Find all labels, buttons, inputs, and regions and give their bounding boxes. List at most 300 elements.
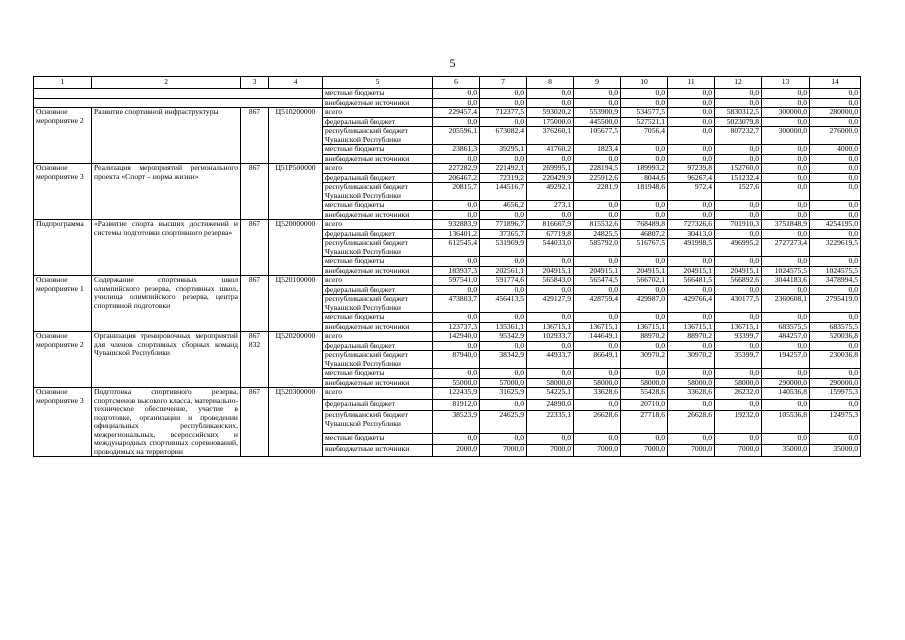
- amount-cell: 204915,1: [715, 266, 762, 276]
- amount-cell: 0,0: [574, 210, 621, 220]
- amount-cell: 105536,8: [762, 411, 810, 433]
- funding-source: республиканский бюджет Чувашской Республики: [323, 183, 433, 201]
- amount-cell: 0,0: [762, 89, 810, 99]
- amount-cell: 496995,2: [715, 239, 762, 257]
- amount-cell: 0,0: [810, 183, 861, 201]
- amount-cell: 0,0: [668, 117, 715, 127]
- funding-row: [34, 108, 861, 118]
- column-number: 7: [480, 77, 527, 89]
- amount-cell: 0,0: [621, 89, 668, 99]
- amount-cell: 22335,1: [527, 411, 574, 433]
- grbs-code: 867: [241, 108, 269, 164]
- amount-cell: 0,0: [480, 369, 527, 379]
- amount-cell: 0,0: [762, 341, 810, 351]
- amount-cell: 0,0: [574, 313, 621, 323]
- amount-cell: 0,0: [762, 285, 810, 295]
- amount-cell: 87940,0: [433, 351, 480, 369]
- amount-cell: 0,0: [762, 210, 810, 220]
- amount-cell: 0,0: [762, 98, 810, 108]
- amount-cell: 972,4: [668, 183, 715, 201]
- amount-cell: 26628,6: [668, 411, 715, 433]
- funding-row: [34, 332, 861, 342]
- amount-cell: 0,0: [480, 399, 527, 411]
- amount-cell: 46807,2: [621, 229, 668, 239]
- amount-cell: 0,0: [433, 210, 480, 220]
- funding-source: всего: [323, 332, 433, 342]
- amount-cell: 0,0: [715, 89, 762, 99]
- amount-cell: 33628,6: [574, 388, 621, 400]
- amount-cell: 0,0: [574, 285, 621, 295]
- amount-cell: 0,0: [527, 369, 574, 379]
- amount-cell: 7056,4: [621, 127, 668, 145]
- amount-cell: 0,0: [433, 369, 480, 379]
- amount-cell: 0,0: [668, 369, 715, 379]
- amount-cell: 428759,4: [574, 295, 621, 313]
- amount-cell: 565843,0: [527, 276, 574, 286]
- funding-row: [34, 276, 861, 286]
- amount-cell: 544033,0: [527, 239, 574, 257]
- amount-cell: 122435,9: [433, 388, 480, 400]
- page-number: 5: [449, 56, 456, 70]
- amount-cell: 0,0: [762, 154, 810, 164]
- amount-cell: 0,0: [433, 313, 480, 323]
- amount-cell: 3044183,6: [762, 276, 810, 286]
- funding-source: федеральный бюджет: [323, 285, 433, 295]
- grbs-code: 867: [241, 220, 269, 276]
- amount-cell: 55000,0: [433, 378, 480, 388]
- column-number: 4: [269, 77, 323, 89]
- amount-cell: 0,0: [762, 369, 810, 379]
- amount-cell: 159975,3: [810, 388, 861, 400]
- funding-source: федеральный бюджет: [323, 229, 433, 239]
- amount-cell: 473803,7: [433, 295, 480, 313]
- measure-type: Основное мероприятие 1: [34, 276, 92, 332]
- amount-cell: 0,0: [433, 285, 480, 295]
- measure-name: Организация тренировочных мероприятий для членов спортивных сборных команд Чувашской Республики: [92, 332, 241, 388]
- funding-row: [34, 220, 861, 230]
- amount-cell: 0,0: [810, 89, 861, 99]
- amount-cell: 0,0: [480, 89, 527, 99]
- amount-cell: 37365,7: [480, 229, 527, 239]
- amount-cell: 0,0: [762, 257, 810, 267]
- amount-cell: 0,0: [762, 201, 810, 211]
- amount-cell: 0,0: [574, 369, 621, 379]
- amount-cell: 136401,2: [433, 229, 480, 239]
- amount-cell: 807232,7: [715, 127, 762, 145]
- funding-source: местные бюджеты: [323, 145, 433, 155]
- amount-cell: 0,0: [668, 433, 715, 445]
- funding-source: республиканский бюджет Чувашской Республики: [323, 411, 433, 433]
- amount-cell: 7000,0: [715, 445, 762, 457]
- amount-cell: 30970,2: [621, 351, 668, 369]
- amount-cell: 72319,2: [480, 173, 527, 183]
- column-number: 14: [810, 77, 861, 89]
- amount-cell: 0,0: [810, 257, 861, 267]
- amount-cell: 4254195,0: [810, 220, 861, 230]
- amount-cell: 0,0: [810, 164, 861, 174]
- amount-cell: 0,0: [621, 369, 668, 379]
- amount-cell: 0,0: [621, 201, 668, 211]
- amount-cell: 49292,1: [527, 183, 574, 201]
- amount-cell: 0,0: [668, 201, 715, 211]
- amount-cell: 0,0: [810, 313, 861, 323]
- amount-cell: 0,0: [621, 145, 668, 155]
- amount-cell: 673082,4: [480, 127, 527, 145]
- amount-cell: 491998,5: [668, 239, 715, 257]
- amount-cell: 527521,1: [621, 117, 668, 127]
- funding-source: местные бюджеты: [323, 257, 433, 267]
- amount-cell: 0,0: [668, 145, 715, 155]
- amount-cell: 136715,1: [668, 322, 715, 332]
- amount-cell: 23861,3: [433, 145, 480, 155]
- measure-type: Основное мероприятие 2: [34, 108, 92, 164]
- amount-cell: 0,0: [480, 313, 527, 323]
- amount-cell: 229457,4: [433, 108, 480, 118]
- measure-type: Основное мероприятие 3: [34, 388, 92, 457]
- amount-cell: 230036,8: [810, 351, 861, 369]
- funding-source: федеральный бюджет: [323, 399, 433, 411]
- amount-cell: 0,0: [762, 399, 810, 411]
- funding-source: внебюджетные источники: [323, 154, 433, 164]
- column-number: 13: [762, 77, 810, 89]
- amount-cell: 0,0: [715, 313, 762, 323]
- amount-cell: 429127,9: [527, 295, 574, 313]
- funding-source: местные бюджеты: [323, 89, 433, 99]
- amount-cell: 136715,1: [574, 322, 621, 332]
- amount-cell: 4656,2: [480, 201, 527, 211]
- amount-cell: 0,0: [621, 210, 668, 220]
- empty-cell: [34, 89, 323, 99]
- amount-cell: 768489,8: [621, 220, 668, 230]
- amount-cell: 0,0: [715, 98, 762, 108]
- amount-cell: 0,0: [762, 183, 810, 201]
- amount-cell: 0,0: [574, 201, 621, 211]
- amount-cell: 1823,4: [574, 145, 621, 155]
- amount-cell: 0,0: [762, 229, 810, 239]
- amount-cell: 0,0: [621, 98, 668, 108]
- amount-cell: 105677,5: [574, 127, 621, 145]
- amount-cell: 597541,0: [433, 276, 480, 286]
- amount-cell: 0,0: [574, 98, 621, 108]
- amount-cell: 0,0: [810, 98, 861, 108]
- funding-source: местные бюджеты: [323, 369, 433, 379]
- amount-cell: 0,0: [668, 257, 715, 267]
- funding-source: республиканский бюджет Чувашской Республики: [323, 127, 433, 145]
- amount-cell: 2360608,1: [762, 295, 810, 313]
- amount-cell: 204915,1: [574, 266, 621, 276]
- amount-cell: 67719,8: [527, 229, 574, 239]
- amount-cell: 175000,0: [527, 117, 574, 127]
- budget-classification-code: Ц51P500000: [269, 164, 323, 220]
- amount-cell: 81912,0: [433, 399, 480, 411]
- amount-cell: 0,0: [715, 433, 762, 445]
- amount-cell: 0,0: [574, 257, 621, 267]
- amount-cell: 429987,0: [621, 295, 668, 313]
- amount-cell: 683575,5: [810, 322, 861, 332]
- amount-cell: 38342,9: [480, 351, 527, 369]
- amount-cell: 0,0: [762, 313, 810, 323]
- amount-cell: 102933,7: [527, 332, 574, 342]
- amount-cell: 0,0: [668, 399, 715, 411]
- amount-cell: 0,0: [433, 201, 480, 211]
- amount-cell: 35399,7: [715, 351, 762, 369]
- amount-cell: 3751848,9: [762, 220, 810, 230]
- continuation-row: [34, 89, 861, 99]
- amount-cell: 20815,7: [433, 183, 480, 201]
- amount-cell: 0,0: [574, 154, 621, 164]
- amount-cell: 484257,0: [762, 332, 810, 342]
- amount-cell: 534577,5: [621, 108, 668, 118]
- column-number: 6: [433, 77, 480, 89]
- amount-cell: 0,0: [574, 341, 621, 351]
- funding-source: всего: [323, 164, 433, 174]
- amount-cell: 701910,3: [715, 220, 762, 230]
- amount-cell: 0,0: [433, 257, 480, 267]
- amount-cell: 290000,0: [810, 378, 861, 388]
- amount-cell: 3478994,5: [810, 276, 861, 286]
- amount-cell: 0,0: [762, 164, 810, 174]
- budget-table: [33, 76, 861, 457]
- amount-cell: 181948,6: [621, 183, 668, 201]
- column-number-row: [34, 77, 861, 89]
- amount-cell: 1527,6: [715, 183, 762, 201]
- funding-source: внебюджетные источники: [323, 445, 433, 457]
- amount-cell: 19232,0: [715, 411, 762, 433]
- amount-cell: 0,0: [668, 210, 715, 220]
- amount-cell: 0,0: [762, 117, 810, 127]
- amount-cell: 612545,4: [433, 239, 480, 257]
- amount-cell: 269995,1: [527, 164, 574, 174]
- amount-cell: 54225,1: [527, 388, 574, 400]
- amount-cell: 0,0: [715, 154, 762, 164]
- column-number: 11: [668, 77, 715, 89]
- funding-source: федеральный бюджет: [323, 117, 433, 127]
- amount-cell: 31625,9: [480, 388, 527, 400]
- amount-cell: 1024575,5: [762, 266, 810, 276]
- amount-cell: 0,0: [715, 257, 762, 267]
- amount-cell: 0,0: [715, 399, 762, 411]
- amount-cell: 35000,0: [810, 445, 861, 457]
- measure-name: «Развитие спорта высших достижений и системы подготовки спортивного резерва»: [92, 220, 241, 276]
- amount-cell: 220429,9: [527, 173, 574, 183]
- measure-type: Подпрограмма: [34, 220, 92, 276]
- funding-source: республиканский бюджет Чувашской Республики: [323, 295, 433, 313]
- amount-cell: 0,0: [527, 433, 574, 445]
- amount-cell: 0,0: [621, 313, 668, 323]
- amount-cell: 0,0: [715, 210, 762, 220]
- amount-cell: 727326,6: [668, 220, 715, 230]
- budget-classification-code: Ц510200000: [269, 108, 323, 164]
- amount-cell: 58000,0: [527, 378, 574, 388]
- column-number: 10: [621, 77, 668, 89]
- amount-cell: 58000,0: [621, 378, 668, 388]
- amount-cell: 2727273,4: [762, 239, 810, 257]
- amount-cell: 206467,2: [433, 173, 480, 183]
- amount-cell: 276000,0: [810, 127, 861, 145]
- amount-cell: 0,0: [621, 433, 668, 445]
- amount-cell: 136715,1: [715, 322, 762, 332]
- amount-cell: 20710,0: [621, 399, 668, 411]
- amount-cell: 0,0: [668, 285, 715, 295]
- amount-cell: 0,0: [480, 117, 527, 127]
- funding-source: всего: [323, 276, 433, 286]
- amount-cell: 144516,7: [480, 183, 527, 201]
- amount-cell: 815532,6: [574, 220, 621, 230]
- grbs-code: 867: [241, 164, 269, 220]
- amount-cell: 7000,0: [480, 445, 527, 457]
- amount-cell: 2000,0: [433, 445, 480, 457]
- amount-cell: 33628,6: [668, 388, 715, 400]
- amount-cell: 816667,9: [527, 220, 574, 230]
- amount-cell: 300000,0: [762, 127, 810, 145]
- amount-cell: 430177,5: [715, 295, 762, 313]
- column-number: 1: [34, 77, 92, 89]
- budget-classification-code: Ц520200000: [269, 332, 323, 388]
- amount-cell: 0,0: [433, 154, 480, 164]
- amount-cell: 565474,5: [574, 276, 621, 286]
- amount-cell: 0,0: [480, 154, 527, 164]
- amount-cell: 0,0: [810, 433, 861, 445]
- amount-cell: 593020,2: [527, 108, 574, 118]
- continuation-row: [34, 98, 861, 108]
- amount-cell: 88970,2: [668, 332, 715, 342]
- amount-cell: 183937,3: [433, 266, 480, 276]
- amount-cell: 0,0: [621, 257, 668, 267]
- amount-cell: 585792,0: [574, 239, 621, 257]
- amount-cell: 136715,1: [527, 322, 574, 332]
- amount-cell: 0,0: [527, 285, 574, 295]
- amount-cell: 0,0: [715, 285, 762, 295]
- amount-cell: 0,0: [433, 89, 480, 99]
- amount-cell: 0,0: [810, 117, 861, 127]
- amount-cell: 0,0: [433, 341, 480, 351]
- amount-cell: 0,0: [810, 173, 861, 183]
- amount-cell: 0,0: [668, 154, 715, 164]
- amount-cell: 566892,6: [715, 276, 762, 286]
- amount-cell: 0,0: [810, 154, 861, 164]
- funding-row: [34, 164, 861, 174]
- amount-cell: 0,0: [433, 433, 480, 445]
- amount-cell: 0,0: [621, 341, 668, 351]
- amount-cell: 55428,6: [621, 388, 668, 400]
- amount-cell: 429766,4: [668, 295, 715, 313]
- amount-cell: 553900,9: [574, 108, 621, 118]
- amount-cell: 3229619,5: [810, 239, 861, 257]
- amount-cell: 0,0: [668, 127, 715, 145]
- amount-cell: 142940,0: [433, 332, 480, 342]
- amount-cell: 0,0: [480, 210, 527, 220]
- amount-cell: 26628,6: [574, 411, 621, 433]
- amount-cell: 520036,8: [810, 332, 861, 342]
- amount-cell: 445500,0: [574, 117, 621, 127]
- amount-cell: 0,0: [574, 433, 621, 445]
- funding-source: всего: [323, 220, 433, 230]
- measure-name: Подготовка спортивного резерва, спортсменов высокого класса, материально-техническое обеспечение, участие в подготовке, организации и проведении официальных республиканских, межрегиональных, всероссийских и международных спортивных соревнований, проводимых на территории: [92, 388, 241, 457]
- funding-source: внебюджетные источники: [323, 378, 433, 388]
- amount-cell: 0,0: [668, 108, 715, 118]
- amount-cell: 566481,5: [668, 276, 715, 286]
- amount-cell: 5023079,8: [715, 117, 762, 127]
- amount-cell: 0,0: [668, 313, 715, 323]
- amount-cell: 932883,9: [433, 220, 480, 230]
- amount-cell: 194257,0: [762, 351, 810, 369]
- amount-cell: 0,0: [762, 433, 810, 445]
- amount-cell: 0,0: [715, 341, 762, 351]
- amount-cell: 140536,8: [762, 388, 810, 400]
- amount-cell: 5830312,5: [715, 108, 762, 118]
- amount-cell: 0,0: [668, 89, 715, 99]
- amount-cell: 2281,9: [574, 183, 621, 201]
- amount-cell: 204915,1: [527, 266, 574, 276]
- grbs-code: 867 832: [241, 332, 269, 388]
- amount-cell: 41760,2: [527, 145, 574, 155]
- column-number: 5: [323, 77, 433, 89]
- budget-classification-code: Ц520000000: [269, 220, 323, 276]
- funding-source: местные бюджеты: [323, 313, 433, 323]
- amount-cell: 227282,9: [433, 164, 480, 174]
- amount-cell: 58000,0: [574, 378, 621, 388]
- amount-cell: 204915,1: [668, 266, 715, 276]
- amount-cell: 0,0: [480, 257, 527, 267]
- amount-cell: 0,0: [668, 341, 715, 351]
- amount-cell: 135361,1: [480, 322, 527, 332]
- amount-cell: 0,0: [480, 341, 527, 351]
- amount-cell: 0,0: [762, 145, 810, 155]
- column-number: 12: [715, 77, 762, 89]
- amount-cell: 204915,1: [621, 266, 668, 276]
- amount-cell: 57000,0: [480, 378, 527, 388]
- funding-source: всего: [323, 388, 433, 400]
- amount-cell: 300000,0: [762, 108, 810, 118]
- amount-cell: 0,0: [621, 154, 668, 164]
- amount-cell: 273,1: [527, 201, 574, 211]
- amount-cell: 144649,1: [574, 332, 621, 342]
- amount-cell: 30970,2: [668, 351, 715, 369]
- amount-cell: 97239,8: [668, 164, 715, 174]
- amount-cell: 771896,7: [480, 220, 527, 230]
- funding-source: местные бюджеты: [323, 201, 433, 211]
- amount-cell: 290000,0: [762, 378, 810, 388]
- amount-cell: 0,0: [480, 98, 527, 108]
- amount-cell: 566702,1: [621, 276, 668, 286]
- amount-cell: 44933,7: [527, 351, 574, 369]
- amount-cell: 0,0: [527, 154, 574, 164]
- amount-cell: 7000,0: [527, 445, 574, 457]
- amount-cell: 96267,4: [668, 173, 715, 183]
- amount-cell: 88970,2: [621, 332, 668, 342]
- amount-cell: 0,0: [621, 285, 668, 295]
- amount-cell: 0,0: [527, 313, 574, 323]
- amount-cell: 0,0: [810, 210, 861, 220]
- funding-row: [34, 388, 861, 400]
- amount-cell: 0,0: [433, 98, 480, 108]
- table-body: [34, 77, 861, 457]
- column-number: 2: [92, 77, 241, 89]
- column-number: 9: [574, 77, 621, 89]
- amount-cell: 4000,0: [810, 145, 861, 155]
- amount-cell: 7000,0: [621, 445, 668, 457]
- funding-source: внебюджетные источники: [323, 98, 433, 108]
- amount-cell: 456413,5: [480, 295, 527, 313]
- amount-cell: 712377,5: [480, 108, 527, 118]
- amount-cell: 0,0: [715, 229, 762, 239]
- amount-cell: 39295,1: [480, 145, 527, 155]
- amount-cell: 95342,9: [480, 332, 527, 342]
- column-number: 3: [241, 77, 269, 89]
- amount-cell: 136715,1: [621, 322, 668, 332]
- amount-cell: 0,0: [810, 341, 861, 351]
- amount-cell: 24825,5: [574, 229, 621, 239]
